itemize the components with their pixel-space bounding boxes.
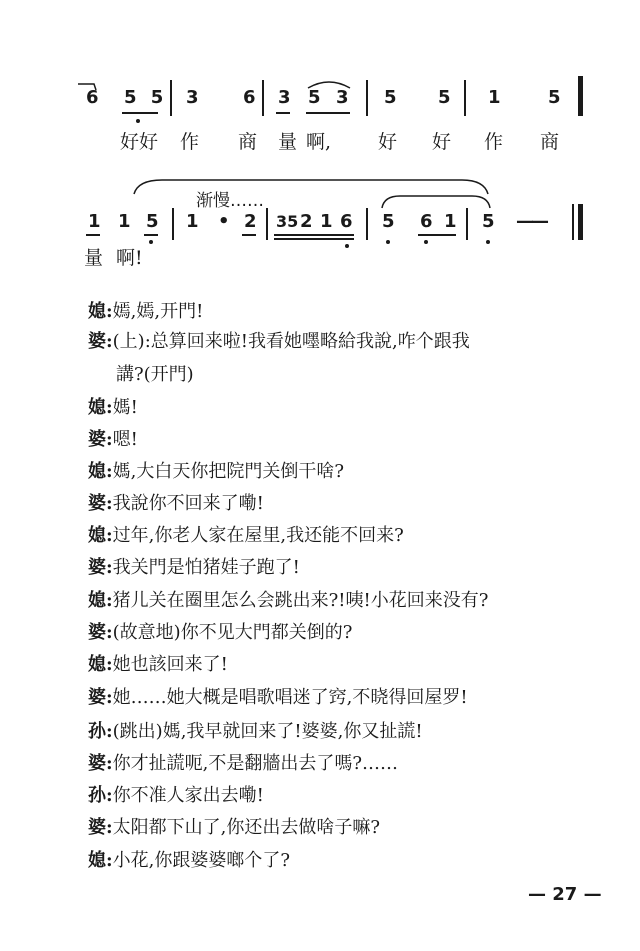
line-text: 講?(开門) (116, 364, 194, 385)
dialogue-line (88, 329, 470, 355)
speaker: 婆: (88, 429, 113, 450)
dialogue-line (88, 815, 380, 841)
speaker: 婆: (88, 557, 113, 578)
lyric: 好 (378, 131, 398, 153)
speaker: 媳: (88, 590, 113, 611)
note: 6 (243, 87, 256, 108)
line-text: 嫣,嫣,开門! (112, 301, 204, 322)
tie-mark (76, 80, 100, 94)
low-dot (486, 240, 490, 244)
dialogue-line (88, 848, 290, 874)
note: —— (516, 211, 546, 232)
slur (380, 192, 492, 210)
note: 5 (548, 87, 561, 108)
note: 2 (300, 211, 313, 232)
note: 1 (88, 211, 101, 232)
lyric: 商 (238, 131, 258, 153)
lyric: 啊, (306, 131, 332, 153)
speaker: 婆: (88, 753, 113, 774)
note: 1 (320, 211, 333, 232)
lyric: 作 (180, 131, 200, 153)
note: 3 (278, 87, 291, 108)
low-dot (149, 240, 153, 244)
speaker: 婆: (88, 817, 113, 838)
repeat-bar (578, 76, 583, 116)
line-text: 媽,大白天你把院門关倒干啥? (112, 461, 345, 482)
speaker: 媳: (88, 525, 113, 546)
bar-line (266, 208, 268, 240)
lyrics-line-2 (0, 246, 640, 274)
note: 5 5 (124, 87, 168, 108)
speaker: 媳: (88, 654, 113, 675)
beam (274, 238, 354, 240)
line-text: 猪儿关在圈里怎么会跳出来?!咦!小花回来没有? (112, 590, 489, 611)
bar-line (366, 80, 368, 116)
lyrics-line-1 (0, 130, 640, 158)
speaker: 婆: (88, 331, 113, 352)
page-number: — 27 — (528, 884, 602, 905)
beam (144, 234, 158, 236)
line-text: 小花,你跟婆婆啷个了? (112, 850, 291, 871)
bar-line (170, 80, 172, 116)
line-text: 过年,你老人家在屋里,我还能不回来? (112, 525, 404, 546)
line-text: 我說你不回来了嘞! (112, 493, 264, 514)
note: 1 (186, 211, 199, 232)
speaker: 媳: (88, 850, 113, 871)
note: 6 (420, 211, 433, 232)
note: 1 (488, 87, 501, 108)
dialogue-line (88, 555, 300, 581)
line-text: (上):总算回来啦!我看她嚜略給我說,咋个跟我 (112, 331, 470, 352)
dialogue-line (88, 719, 423, 745)
dialogue-line (88, 783, 264, 809)
slur (306, 76, 352, 90)
dialogue-line (116, 362, 194, 388)
bar-line (366, 208, 368, 240)
beam (306, 112, 350, 114)
beam (276, 112, 290, 114)
dialogue-line (88, 459, 344, 485)
speaker: 婆: (88, 687, 113, 708)
low-dot (136, 119, 140, 123)
line-text: 你才扯謊呃,不是翻牆出去了嗎?…… (112, 753, 399, 774)
line-text: 她……她大概是唱歌唱迷了窍,不晓得回屋罗! (112, 687, 468, 708)
lyric: 作 (484, 131, 504, 153)
speaker: 婆: (88, 493, 113, 514)
line-text: (跳出)媽,我早就回来了!婆婆,你又扯謊! (112, 721, 423, 742)
speaker: 婆: (88, 622, 113, 643)
speaker: 孙: (88, 785, 113, 806)
speaker: 媳: (88, 397, 113, 418)
dialogue-line (88, 395, 138, 421)
dialogue-line (88, 427, 138, 453)
note: 3 (186, 87, 199, 108)
note: 3 (336, 87, 349, 108)
bar-line (464, 80, 466, 116)
note: 5 (438, 87, 451, 108)
note: 1 (444, 211, 457, 232)
note: 5 (482, 211, 495, 232)
lyric: 好好 (120, 131, 159, 153)
dialogue-line (88, 685, 468, 711)
lyric: 啊! (116, 247, 143, 269)
note: 35 (276, 212, 299, 231)
note: 5 (308, 87, 321, 108)
note: • (218, 211, 230, 232)
beam (242, 234, 256, 236)
speaker: 孙: (88, 721, 113, 742)
beam (122, 112, 158, 114)
bar-line (466, 208, 468, 240)
end-bar (578, 204, 583, 240)
beam (418, 234, 456, 236)
note: 5 (382, 211, 395, 232)
note: 1 (118, 211, 131, 232)
dialogue-line (88, 751, 398, 777)
line-text: 你不准人家出去嘞! (112, 785, 264, 806)
note: 2 (244, 211, 257, 232)
lyric: 好 (432, 131, 452, 153)
score-line-1 (0, 88, 640, 128)
beam (274, 234, 354, 236)
beam (86, 234, 100, 236)
line-text: 我关門是怕猪娃子跑了! (112, 557, 300, 578)
dialogue-line (88, 491, 264, 517)
speaker: 媳: (88, 461, 113, 482)
bar-line (262, 80, 264, 116)
note: 6 (86, 87, 99, 108)
line-text: 她也該回来了! (112, 654, 228, 675)
note: 5 (146, 211, 159, 232)
low-dot (424, 240, 428, 244)
lyric: 量 (278, 131, 298, 153)
dialogue-line (88, 652, 228, 678)
note: 6 (340, 211, 353, 232)
speaker: 媳: (88, 301, 113, 322)
tempo-marking: 渐慢…… (196, 191, 264, 211)
lyric: 商 (540, 131, 560, 153)
line-text: 嗯! (112, 429, 138, 450)
dialogue-line (88, 620, 352, 646)
dialogue-line (88, 523, 404, 549)
dialogue-line (88, 588, 488, 614)
line-text: 太阳都下山了,你还出去做啥子嘛? (112, 817, 381, 838)
line-text: 媽! (112, 397, 138, 418)
line-text: (故意地)你不见大門都关倒的? (112, 622, 353, 643)
bar-line (172, 208, 174, 240)
lyric: 量 (84, 247, 104, 269)
note: 5 (384, 87, 397, 108)
dialogue-line (88, 299, 203, 325)
bar-line (572, 204, 574, 240)
low-dot (386, 240, 390, 244)
